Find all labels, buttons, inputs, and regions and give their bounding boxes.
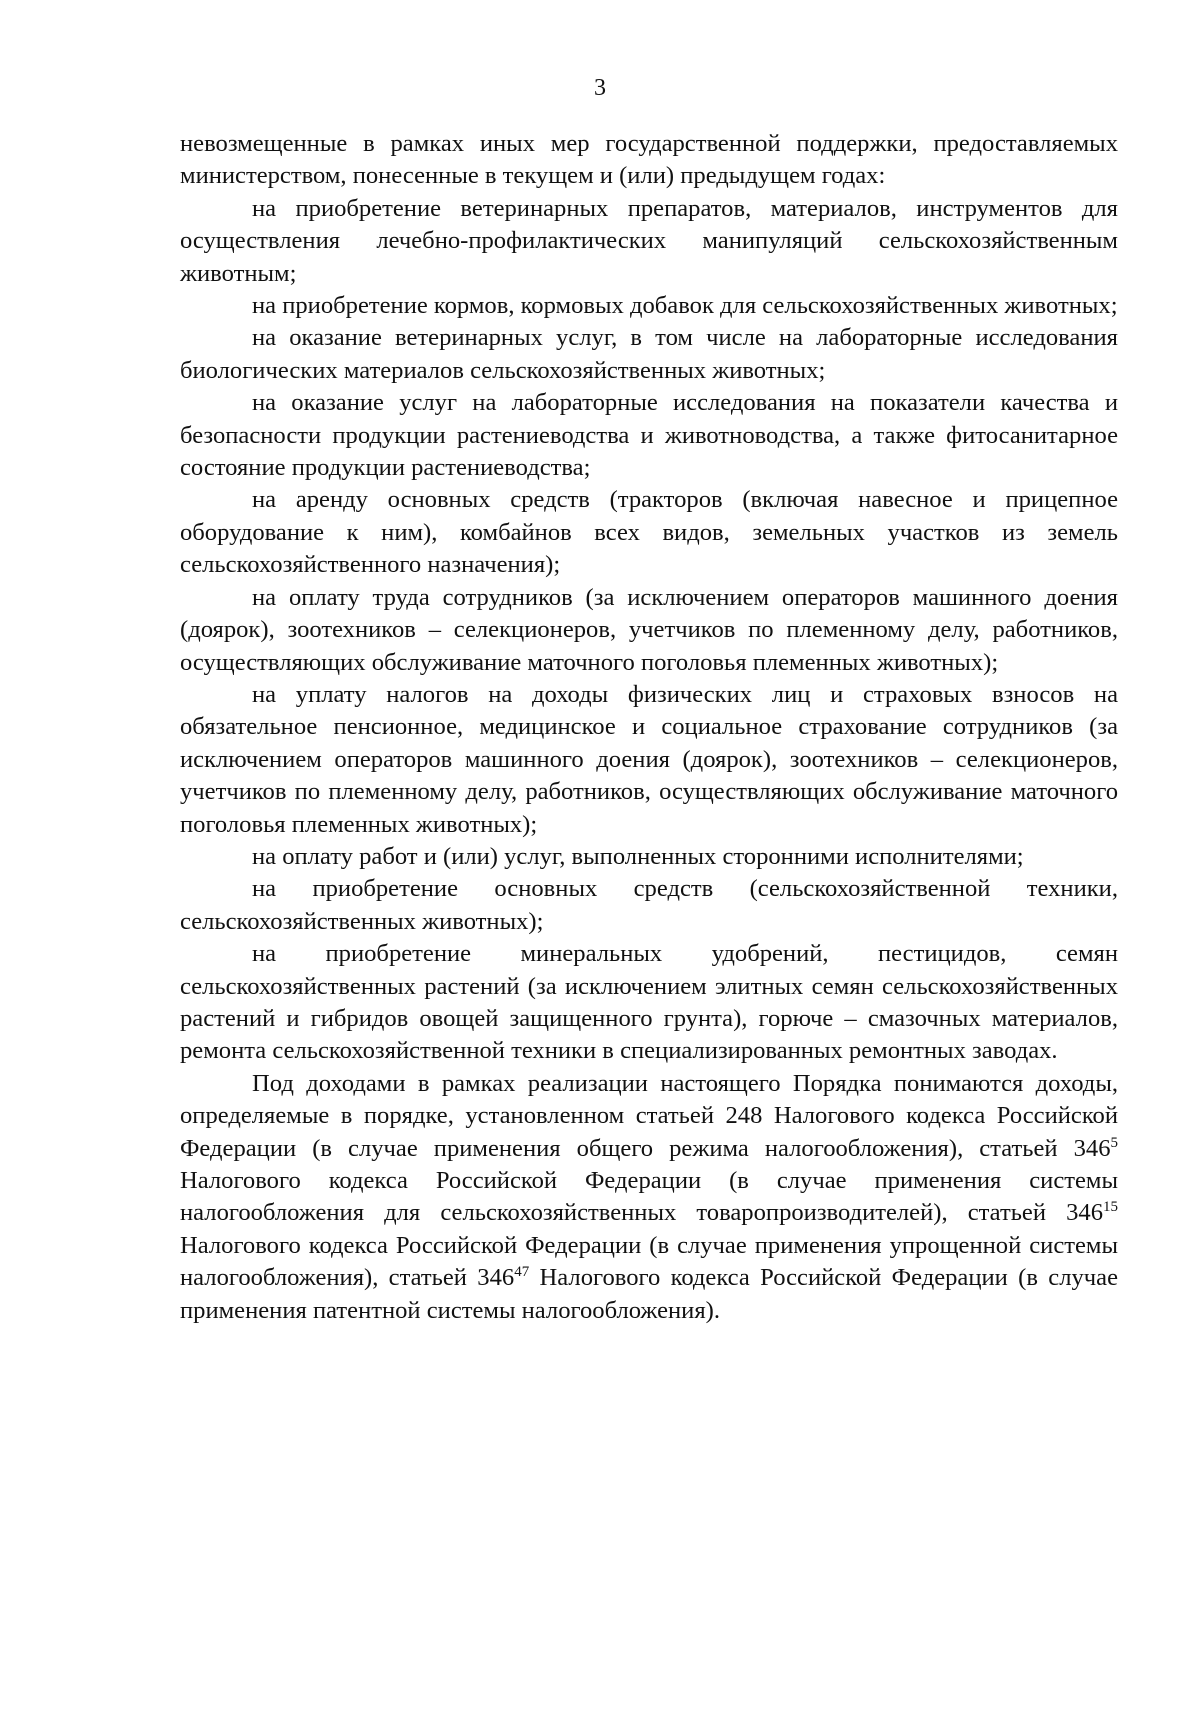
- document-body: [180, 128, 1118, 1327]
- intro-paragraph: невозмещенные в рамках иных мер государственной поддержки, предоставляемых министерством, понесенные в текущем и (или) предыдущем годах:: [180, 130, 1118, 190]
- list-item: на приобретение основных средств (сельскохозяйственной техники, сельскохозяйственных животных);: [180, 875, 1118, 935]
- list-item: на приобретение минеральных удобрений, пестицидов, семян сельскохозяйственных растений (за исключением элитных семян сельскохозяйственных растений и гибридов овощей защищенного грунта), горюче – смазочных материалов, ремонта сельскохозяйственной техники в специализированных ремонтных заводах.: [180, 940, 1118, 1065]
- list-item: на аренду основных средств (тракторов (включая навесное и прицепное оборудование к ним), комбайнов всех видов, земельных участков из земель сельскохозяйственного назначения);: [180, 486, 1118, 579]
- page-number: 3: [594, 75, 606, 101]
- list-item: на приобретение кормов, кормовых добавок для сельскохозяйственных животных;: [252, 292, 1118, 320]
- list-item: на уплату налогов на доходы физических лиц и страховых взносов на обязательное пенсионное, медицинское и социальное страхование сотрудников (за исключением операторов машинного доения (доярок), зоотехников – селекционеров, учетчиков по племенному делу, работников, осуществляющих обслуживание маточного поголовья племенных животных);: [180, 680, 1118, 838]
- income-text-part: Налогового кодекса Российской Федерации (в случае применения системы налогообложения для сельскохозяйственных товаропроизводителей), статьей 346: [180, 1167, 1118, 1227]
- superscript: 15: [1103, 1199, 1118, 1216]
- superscript: 5: [1110, 1134, 1118, 1151]
- list-item: на оплату работ и (или) услуг, выполненных сторонними исполнителями;: [252, 842, 1024, 870]
- superscript: 47: [514, 1264, 530, 1281]
- income-definition-paragraph: [180, 1068, 1118, 1327]
- list-item: на оказание ветеринарных услуг, в том числе на лабораторные исследования биологических материалов сельскохозяйственных животных;: [180, 324, 1118, 384]
- list-item: на приобретение ветеринарных препаратов, материалов, инструментов для осуществления лечебно-профилактических манипуляций сельскохозяйственным животным;: [180, 194, 1118, 287]
- income-text-part: Налогового кодекса Российской Федерации (в случае применения упрощенной системы налогообложения), статьей 346: [180, 1231, 1118, 1292]
- list-item: на оплату труда сотрудников (за исключением операторов машинного доения (доярок), зоотехников – селекционеров, учетчиков по племенному делу, работников, осуществляющих обслуживание маточного поголовья племенных животных);: [180, 583, 1118, 676]
- income-text-part: Налогового кодекса Российской Федерации (в случае применения патентной системы налогообложения).: [180, 1264, 1118, 1324]
- income-text-part: Под доходами в рамках реализации настоящего Порядка понимаются доходы, определяемые в порядке, установленном статьей 248 Налогового кодекса Российской Федерации (в случае применения общего режима налогообложения), статьей 346: [180, 1069, 1118, 1162]
- list-item: на оказание услуг на лабораторные исследования на показатели качества и безопасности продукции растениеводства и животноводства, а также фитосанитарное состояние продукции растениеводства;: [180, 389, 1118, 482]
